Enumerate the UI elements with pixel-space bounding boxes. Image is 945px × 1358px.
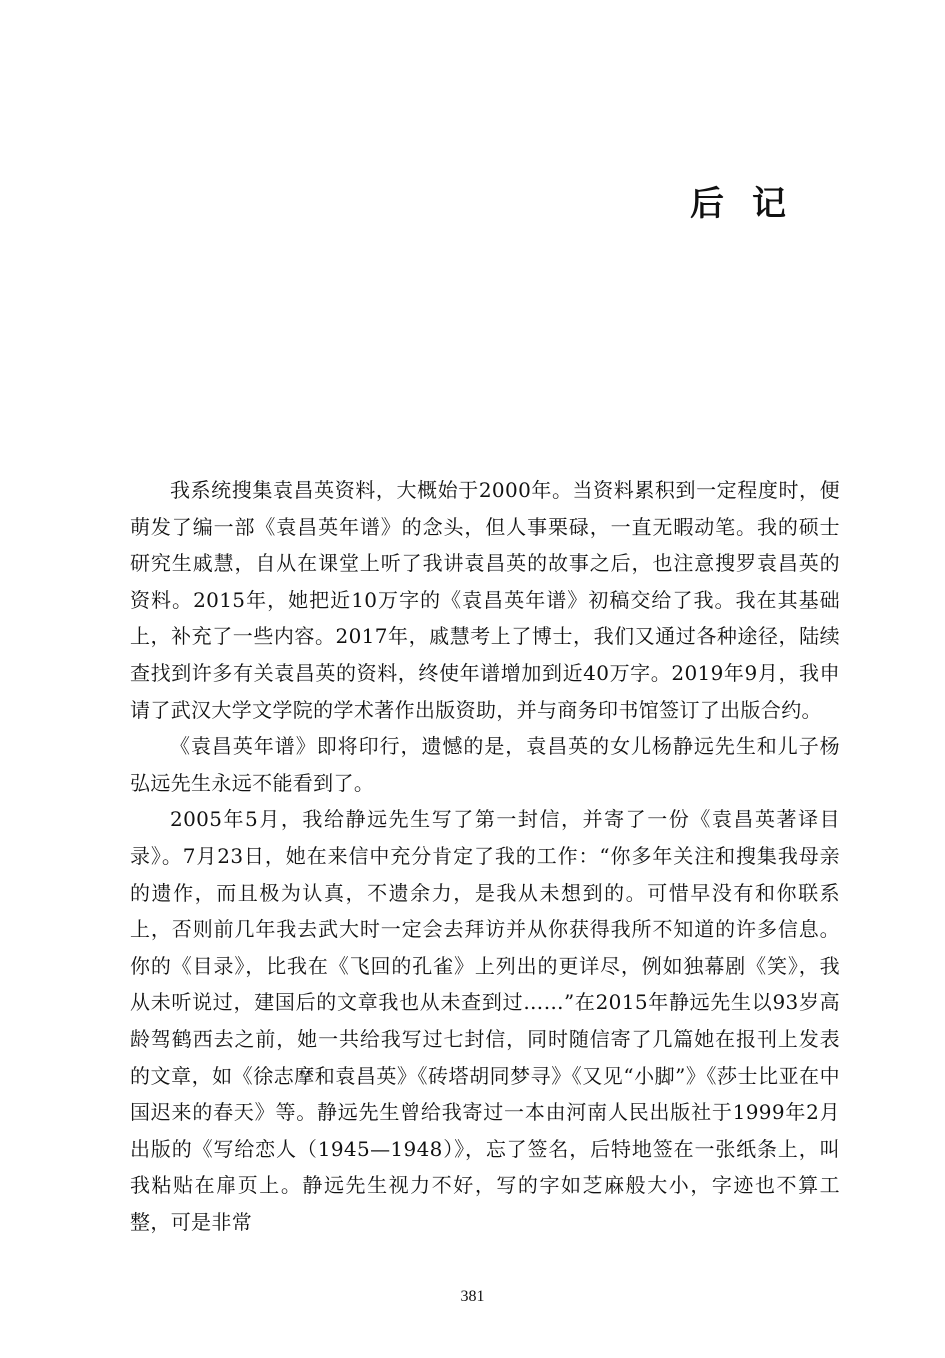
page-number: 381 [460, 1288, 485, 1305]
body-text [130, 472, 840, 1240]
paragraph-2: 《袁昌英年谱》即将印行，遗憾的是，袁昌英的女儿杨静远先生和儿子杨弘远先生永远不能看到了。 [130, 734, 840, 795]
paragraph-1: 我系统搜集袁昌英资料，大概始于2000年。当资料累积到一定程度时，便萌发了编一部《袁昌英年谱》的念头，但人事栗碌，一直无暇动笔。我的硕士研究生戚慧，自从在课堂上听了我讲袁昌英的故事之后，也注意搜罗袁昌英的资料。2015年，她把近10万字的《袁昌英年谱》初稿交给了我。我在其基础上，补充了一些内容。2017年，戚慧考上了博士，我们又通过各种途径，陆续查找到许多有关袁昌英的资料，终使年谱增加到近40万字。2019年9月，我申请了武汉大学文学院的学术著作出版资助，并与商务印书馆签订了出版合约。 [130, 478, 840, 722]
chapter-title: 后记 [690, 183, 814, 224]
paragraph-3: 2005年5月，我给静远先生写了第一封信，并寄了一份《袁昌英著译目录》。7月23日，她在来信中充分肯定了我的工作：“你多年关注和搜集我母亲的遗作，而且极为认真，不遗余力，是我从未想到的。可惜早没有和你联系上，否则前几年我去武大时一定会去拜访并从你获得我所不知道的许多信息。你的《目录》，比我在《飞回的孔雀》上列出的更详尽，例如独幕剧《笑》，我从未听说过，建国后的文章我也从未查到过……”在2015年静远先生以93岁高龄驾鹤西去之前，她一共给我写过七封信，同时随信寄了几篇她在报刊上发表的文章，如《徐志摩和袁昌英》《砖塔胡同梦寻》《又见“小脚”》《莎士比亚在中国迟来的春天》等。静远先生曾给我寄过一本由河南人民出版社于1999年2月出版的《写给恋人（1945—1948）》，忘了签名，后特地签在一张纸条上，叫我粘贴在扉页上。静远先生视力不好，写的字如芝麻般大小，字迹也不算工整，可是非常 [130, 807, 840, 1234]
